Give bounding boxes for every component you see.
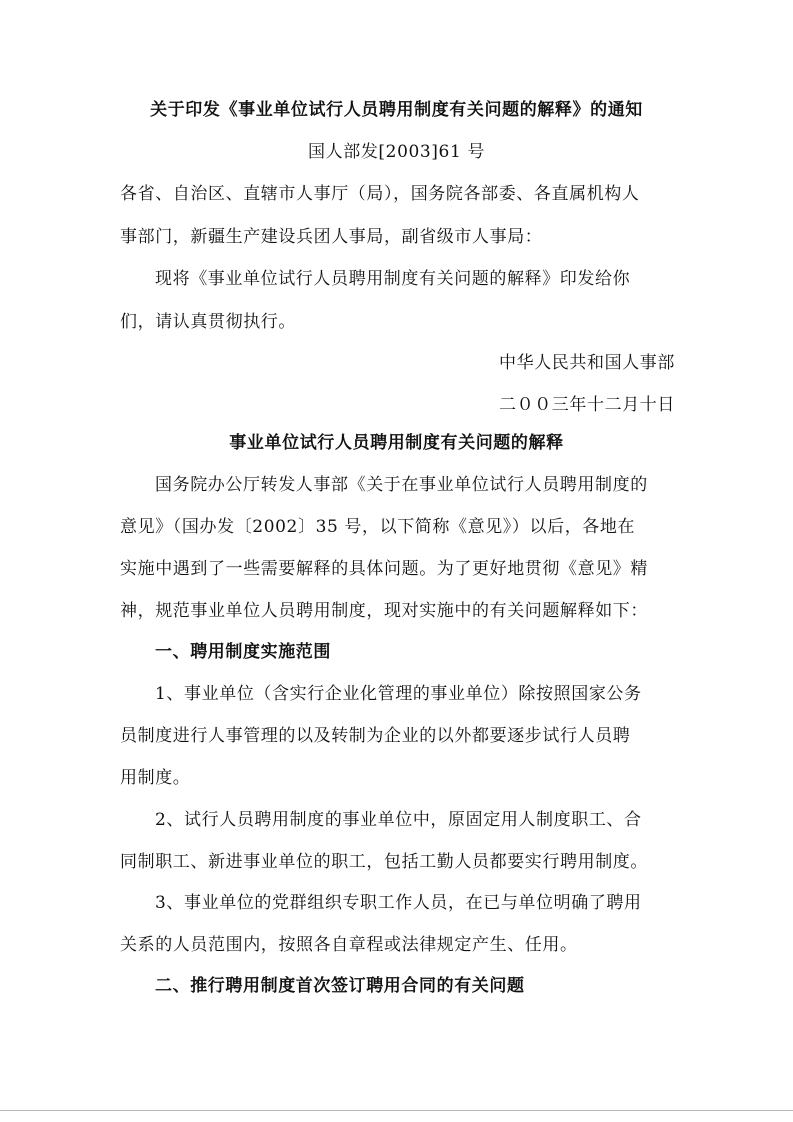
item-3-line-1: 3、事业单位的党群组织专职工作人员，在已与单位明确了聘用 (155, 893, 642, 913)
item-3-line-2: 关系的人员范围内，按照各自章程或法律规定产生、任用。 (120, 935, 578, 955)
document-title: 关于印发《事业单位试行人员聘用制度有关问题的解释》的通知 (150, 100, 643, 120)
intro-line-2: 意见》（国办发〔2002〕35 号，以下简称《意见》）以后，各地在 (120, 517, 636, 537)
item-2-line-1: 2、试行人员聘用制度的事业单位中，原固定用人制度职工、合 (155, 810, 642, 830)
addressee-line-1: 各省、自治区、直辖市人事厅（局），国务院各部委、各直属机构人 (120, 184, 640, 204)
intro-line-3: 实施中遇到了一些需要解释的具体问题。为了更好地贯彻《意见》精 (120, 559, 648, 579)
issue-date: 二００三年十二月十日 (499, 395, 675, 415)
addressee-line-2: 事部门，新疆生产建设兵团人事局，副省级市人事局： (120, 227, 543, 247)
intro-line-1: 国务院办公厅转发人事部《关于在事业单位试行人员聘用制度的 (155, 475, 648, 495)
notice-line-2: 们，请认真贯彻执行。 (120, 312, 296, 332)
page-footer-rule (0, 1110, 793, 1111)
section-subtitle: 事业单位试行人员聘用制度有关问题的解释 (229, 433, 564, 453)
document-number: 国人部发[2003]61 号 (308, 142, 485, 162)
issuer: 中华人民共和国人事部 (499, 353, 675, 373)
intro-line-4: 神，规范事业单位人员聘用制度，现对实施中的有关问题解释如下： (120, 601, 648, 621)
item-1-line-3: 用制度。 (120, 768, 191, 788)
section-2-heading: 二、推行聘用制度首次签订聘用合同的有关问题 (155, 976, 525, 996)
item-1-line-1: 1、事业单位（含实行企业化管理的事业单位）除按照国家公务 (155, 684, 642, 704)
item-2-line-2: 同制职工、新进事业单位的职工，包括工勤人员都要实行聘用制度。 (120, 852, 648, 872)
section-1-heading: 一、聘用制度实施范围 (155, 642, 331, 662)
item-1-line-2: 员制度进行人事管理的以及转制为企业的以外都要逐步试行人员聘 (120, 726, 631, 746)
notice-line-1: 现将《事业单位试行人员聘用制度有关问题的解释》印发给你 (155, 269, 631, 289)
